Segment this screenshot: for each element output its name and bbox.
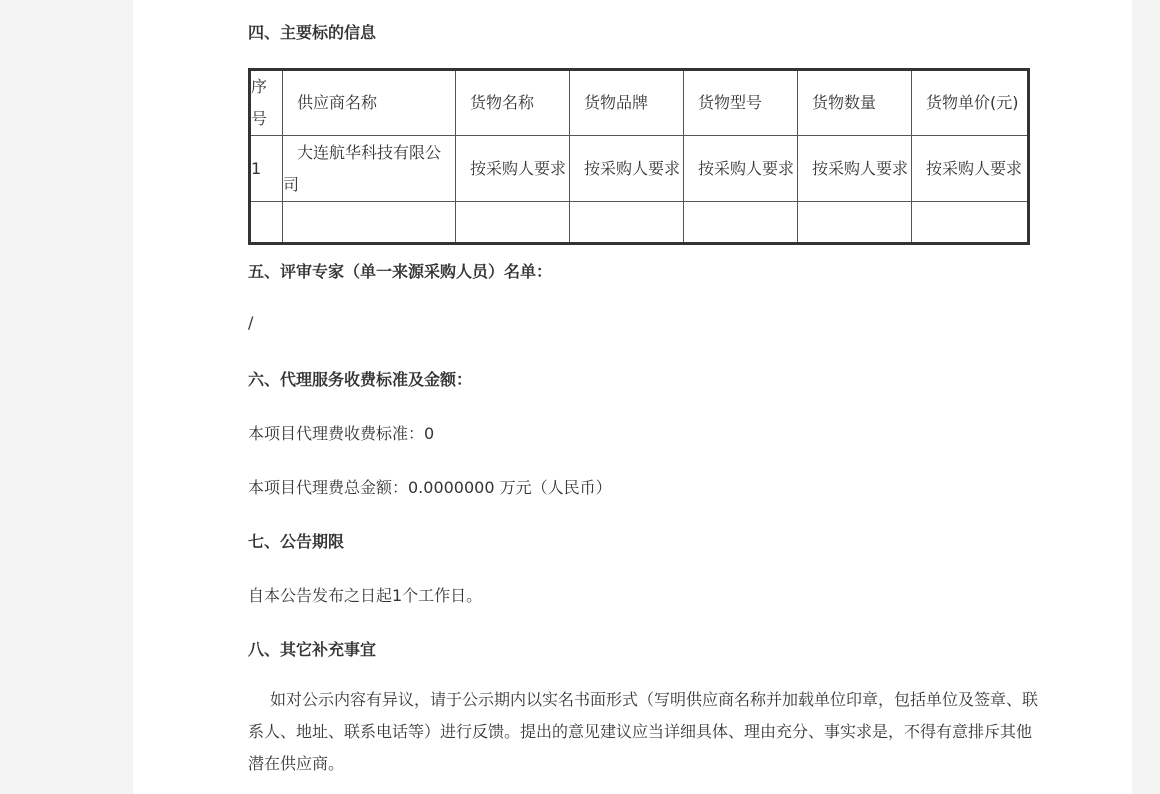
cell-goods-brand: 按采购人要求 [570,136,684,202]
cell-supplier: 大连航华科技有限公司 [283,136,456,202]
header-cell-goods-brand: 货物品牌 [570,70,684,136]
agency-fee-total: 本项目代理费总金额：0.0000000 万元（人民币） [248,478,612,497]
section-heading-notice-period: 七、公告期限 [248,532,345,551]
section-heading-agency-fee: 六、代理服务收费标准及金额： [248,370,473,389]
section-heading-experts: 五、评审专家（单一来源采购人员）名单： [248,262,553,281]
main-items-table [248,68,1030,245]
table-row [250,202,1029,244]
cell-goods-brand [570,202,684,244]
header-cell-goods-quantity: 货物数量 [798,70,912,136]
supplementary-content: 如对公示内容有异议，请于公示期内以实名书面形式（写明供应商名称并加载单位印章，包括单位及签章、联系人、地址、联系电话等）进行反馈。提出的意见建议应当详细具体、理由充分、事实求是，不得有意排斥其他潜在供应商。 [248,690,1039,773]
cell-no [250,202,283,244]
cell-goods-quantity: 按采购人要求 [798,136,912,202]
cell-goods-name: 按采购人要求 [456,136,570,202]
section-heading-supplementary: 八、其它补充事宜 [248,640,377,659]
section-heading-main-items: 四、主要标的信息 [248,23,377,42]
document-page [133,0,1132,794]
agency-fee-standard: 本项目代理费收费标准：0 [248,424,435,443]
cell-unit-price: 按采购人要求 [912,136,1029,202]
header-cell-supplier: 供应商名称 [283,70,456,136]
table-row [250,136,1029,202]
experts-content: / [248,313,254,332]
table-header-row [250,70,1029,136]
header-cell-no: 序号 [250,70,283,136]
notice-period-content: 自本公告发布之日起1个工作日。 [248,586,483,605]
cell-goods-quantity [798,202,912,244]
cell-unit-price [912,202,1029,244]
cell-goods-model: 按采购人要求 [684,136,798,202]
cell-no: 1 [250,136,283,202]
header-cell-goods-name: 货物名称 [456,70,570,136]
cell-goods-model [684,202,798,244]
cell-goods-name [456,202,570,244]
cell-supplier [283,202,456,244]
header-cell-goods-model: 货物型号 [684,70,798,136]
header-cell-unit-price: 货物单价(元) [912,70,1029,136]
